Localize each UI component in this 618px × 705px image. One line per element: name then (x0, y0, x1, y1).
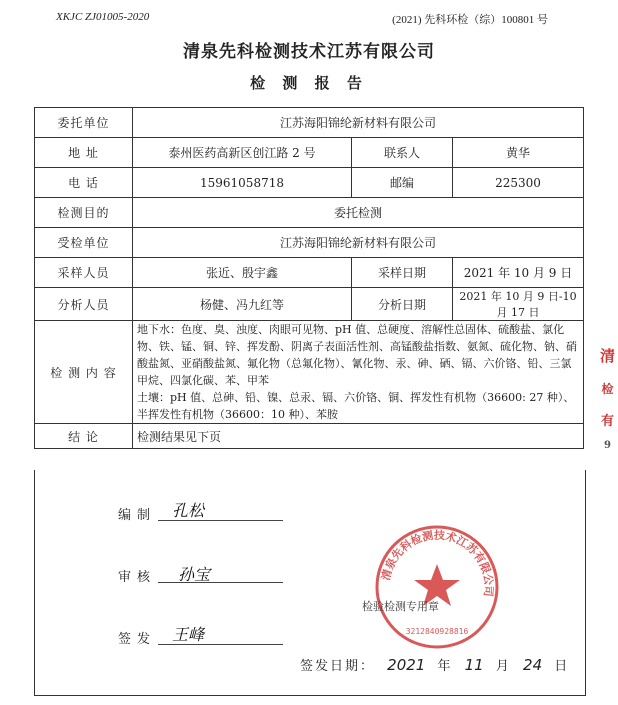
seal-ring-text: 清泉先科检测技术江苏有限公司 (379, 528, 496, 598)
sample-date-value: 2021 年 10 月 9 日 (453, 258, 584, 288)
sampler-label: 采样人员 (35, 258, 133, 288)
approve-signature: 王峰 (172, 625, 205, 644)
table-row (35, 424, 584, 449)
table-row (35, 198, 584, 228)
client-label: 委托单位 (35, 108, 133, 138)
content-soil: 土壤：pH 值、总砷、铅、镍、总汞、镉、六价铬、铜、挥发性有机物（36600: 27 种）、半挥发性有机物（36600：10 种）、苯胺 (137, 391, 575, 421)
side-seal-fragment: 9 (604, 440, 611, 451)
side-seal-fragment: 检 (601, 382, 614, 396)
analyst-value: 杨健、冯九红等 (133, 288, 352, 321)
company-seal (372, 522, 502, 652)
table-row (35, 138, 584, 168)
issue-date (300, 655, 569, 674)
report-info-table (34, 107, 584, 449)
compile-label: 编制 (118, 508, 157, 523)
conclusion-value: 检测结果见下页 (133, 424, 584, 449)
compile-signature: 孔松 (172, 501, 205, 520)
table-row (35, 168, 584, 198)
review-line (158, 582, 283, 583)
purpose-label: 检测目的 (35, 198, 133, 228)
analysis-date-value: 2021 年 10 月 9 日-10 月 17 日 (453, 288, 584, 321)
approve-label: 签发 (118, 632, 157, 647)
phone-label: 电 话 (35, 168, 133, 198)
report-title: 检 测 报 告 (250, 74, 368, 92)
conclusion-label: 结 论 (35, 424, 133, 449)
postcode-value: 225300 (453, 168, 584, 198)
issue-month: 11 (464, 656, 484, 674)
issue-year-unit: 年 (437, 659, 453, 674)
analyst-label: 分析人员 (35, 288, 133, 321)
receiver-label: 受检单位 (35, 228, 133, 258)
issue-day: 24 (523, 656, 543, 674)
contact-label: 联系人 (352, 138, 453, 168)
seal-serial: 3212840928816 (405, 627, 469, 636)
doc-code: XKJC ZJ01005-2020 (56, 11, 150, 23)
report-number: (2021) 先科环检（综）100801 号 (392, 14, 548, 26)
issue-day-unit: 日 (554, 659, 570, 674)
phone-value: 15961058718 (133, 168, 352, 198)
side-seal-fragment: 有 (600, 414, 614, 429)
table-row (35, 288, 584, 321)
content-groundwater: 地下水：色度、臭、浊度、肉眼可见物、pH 值、总硬度、溶解性总固体、硫酸盐、氯化物、铁、锰、铜、锌、挥发酚、阴离子表面活性剂、高锰酸盐指数、氨氮、硫化物、钠、硝酸盐氮、亚硝酸盐氮、氟化物（总氟化物）、氰化物、汞、砷、硒、镉、六价铬、铅、三氯甲烷、四氯化碳、苯、甲苯 (137, 323, 577, 387)
content-value (133, 321, 584, 424)
purpose-value: 委托检测 (133, 198, 584, 228)
table-row (35, 321, 584, 424)
issue-month-unit: 月 (495, 659, 511, 674)
address-label: 地 址 (35, 138, 133, 168)
table-row (35, 258, 584, 288)
address-value: 泰州医药高新区创江路 2 号 (133, 138, 352, 168)
side-seal-fragment: 清 (599, 347, 615, 365)
client-value: 江苏海阳锦纶新材料有限公司 (133, 108, 584, 138)
table-row (35, 108, 584, 138)
postcode-label: 邮编 (352, 168, 453, 198)
organization-name: 清泉先科检测技术江苏有限公司 (183, 42, 435, 62)
content-label: 检 测 内 容 (35, 321, 133, 424)
seal-center-text: 检验检测专用章 (362, 600, 439, 613)
analysis-date-label: 分析日期 (352, 288, 453, 321)
contact-value: 黄华 (453, 138, 584, 168)
receiver-value: 江苏海阳锦纶新材料有限公司 (133, 228, 584, 258)
sampler-value: 张近、殷宇鑫 (133, 258, 352, 288)
issue-date-label: 签发日期： (300, 659, 376, 674)
table-row (35, 228, 584, 258)
review-signature: 孙宝 (178, 565, 211, 584)
issue-year: 2021 (387, 656, 426, 674)
sample-date-label: 采样日期 (352, 258, 453, 288)
review-label: 审核 (118, 570, 157, 585)
